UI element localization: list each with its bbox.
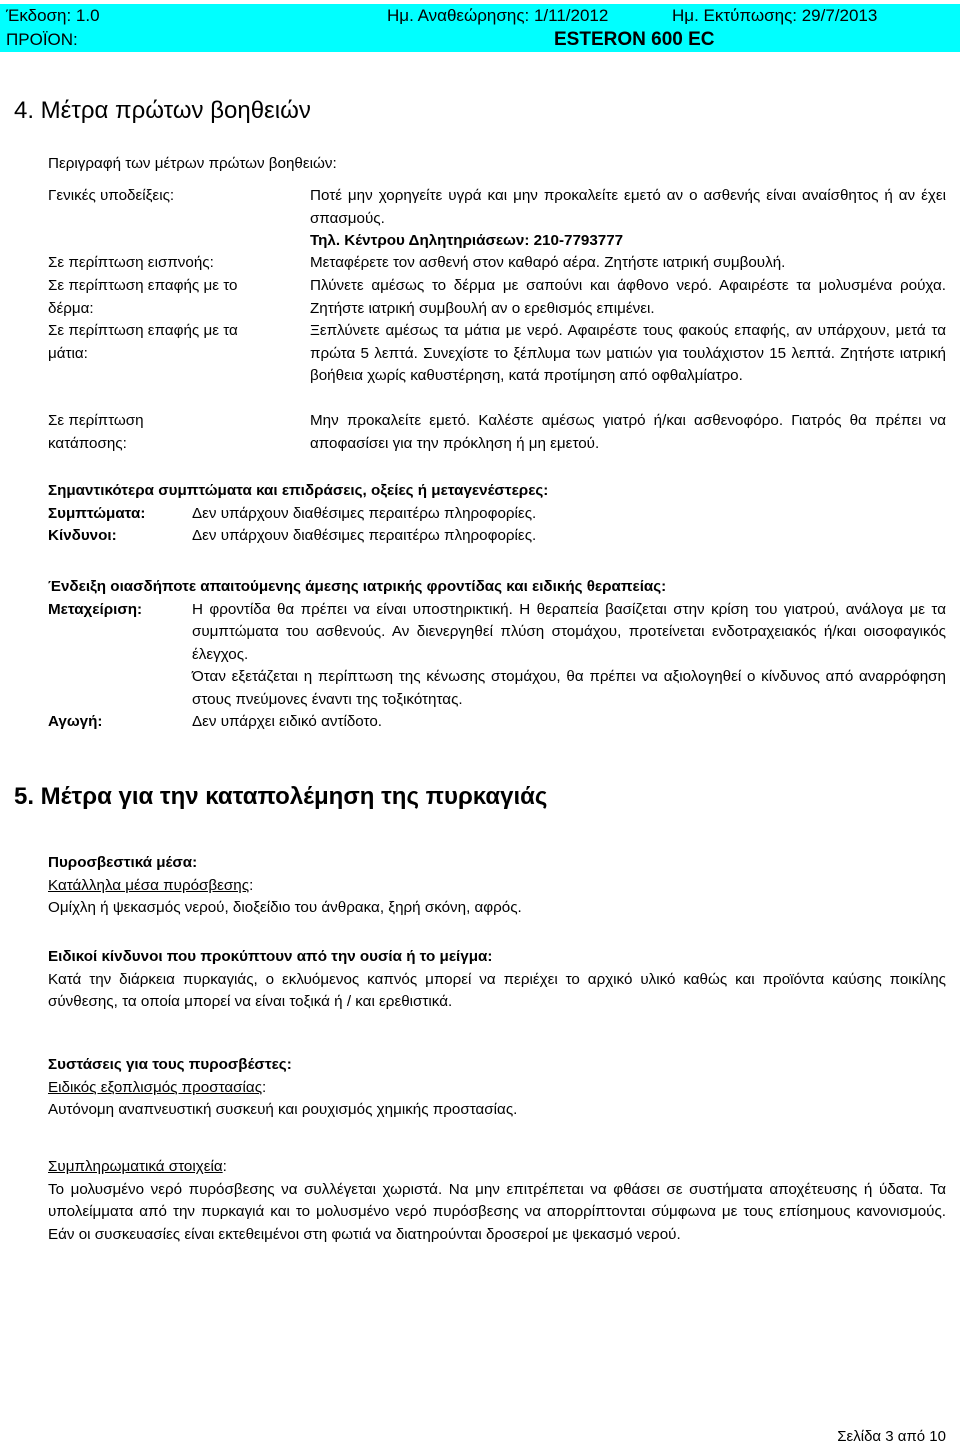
handling-text-1: Η φροντίδα θα πρέπει να είναι υποστηρικτική. Η θεραπεία βασίζεται στην κρίση του γιατρού, ανάλογα με τα συμπτώματα του ασθενούς. Αν διενεργηθεί πλύση στομάχου, προτείνεται ενδοτραχειακός ή/και οισοφαγικός έλεγχος. [192,600,946,663]
row-label: Αγωγή: [48,713,103,730]
section-5-title: 5. Μέτρα για την καταπολέμηση της πυρκαγιάς [14,783,548,810]
media-heading: Πυροσβεστικά μέσα: [48,854,198,871]
print-date: Ημ. Εκτύπωσης: 29/7/2013 [672,6,878,25]
row-text: Μην προκαλείτε εμετό. Καλέστε αμέσως γιατρό ή/και ασθενοφόρο. Γιατρός θα πρέπει να αποφασίσει για την πρόκληση ή μη εμετού. [310,412,946,452]
equipment-text: Αυτόνομη αναπνευστική συσκευή και ρουχισμός χημικής προστασίας. [48,1101,518,1118]
revision-date: Ημ. Αναθεώρησης: 1/11/2012 [387,6,609,25]
row-text: Ποτέ μην χορηγείτε υγρά και μην προκαλείτε εμετό αν ο ασθενής είναι αναίσθητος ή αν έχει σπασμούς. [310,187,946,227]
symptoms-heading: Σημαντικότερα συμπτώματα και επιδράσεις, οξείες ή μεταγενέστερες: [48,482,549,499]
row-text: Πλύνετε αμέσως το δέρμα με σαπούνι και άφθονο νερό. Αφαιρέστε τα μολυσμένα ρούχα. Ζητήστε ιατρική συμβουλή αν ο ερεθισμός επιμένει. [310,277,946,317]
row-label: Σε περίπτωση κατάποσης: [48,412,144,452]
hazards-heading: Ειδικοί κίνδυνοι που προκύπτουν από την ουσία ή το μείγμα: [48,948,493,965]
firefighter-advice: Συστάσεις για τους πυροσβέστες: Ειδικός εξοπλισμός προστασίας: Αυτόνομη αναπνευστική συσκευή και ρουχισμός χημικής προστασίας. [48,1054,946,1122]
extinguishing-media: Πυροσβεστικά μέσα: Κατάλληλα μέσα πυρόσβεσης: Ομίχλη ή ψεκασμός νερού, διοξείδιο του άνθρακα, ξηρή σκόνη, αφρός. [48,852,946,920]
header-band-product [0,28,960,52]
handling-row [48,599,946,712]
header-band-top [0,4,960,28]
row-text: Δεν υπάρχουν διαθέσιμες περαιτέρω πληροφορίες. [192,527,537,544]
poison-center-phone: Τηλ. Κέντρου Δηλητηριάσεων: 210-7793777 [310,232,624,249]
extra-text: Το μολυσμένο νερό πυρόσβεσης να συλλέγεται χωριστά. Να μην επιτρέπεται να φθάσει σε συστήματα αποχέτευσης ή ύδατα. Τα υπολείμματα από την πυρκαγιά και το μολυσμένο νερό πυρόσβεσης να απορρίπτονται σύμφωνα με τους επίσημους κανονισμούς. Εάν οι συσκευασίες είναι εκτεθειμένοι στη φωτιά να διατηρούνται δροσεροί με ψεκασμό νερού. [48,1180,946,1243]
first-aid-table [48,185,946,455]
section-4-title: 4. Μέτρα πρώτων βοηθειών [14,97,311,124]
extra-subheading: Συμπληρωματικά στοιχεία [48,1158,223,1175]
row-skin [48,275,946,320]
row-text: Δεν υπάρχει ειδικό αντίδοτο. [192,713,382,730]
row-label: Κίνδυνοι: [48,527,117,544]
row-inhalation [48,252,946,275]
first-aid-description [48,153,946,176]
row-label: Σε περίπτωση επαφής με το δέρμα: [48,277,238,317]
advice-heading: Συστάσεις για τους πυροσβέστες: [48,1056,292,1073]
row-label: Σε περίπτωση εισπνοής: [48,254,214,271]
row-text: Ξεπλύνετε αμέσως τα μάτια με νερό. Αφαιρέστε τους φακούς επαφής, αν υπάρχουν, μετά τα πρώτα 5 λεπτά. Συνεχίστε το ξέπλυμα των ματιών για τουλάχιστον 15 λεπτά. Ζητήστε ιατρική βοήθεια χωρίς καθυστέρηση, κατά προτίμηση από οφθαλμίατρο. [310,322,946,384]
symptoms-block [48,480,946,548]
care-heading: Ένδειξη οιασδήποτε απαιτούμενης άμεσης ιατρικής φροντίδας και ειδικής θεραπείας: [48,578,667,595]
product-label: ΠΡΟΪΟΝ: [6,30,78,49]
hazards-row [48,525,946,548]
hazards-text: Κατά την διάρκεια πυρκαγιάς, ο εκλυόμενος καπνός μπορεί να περιέχει το αρχικό υλικό καθώς και προϊόντα καύσης ποικίλης σύνθεσης, τα οποία μπορεί να είναι τοξικά ή / και ερεθιστικά. [48,970,946,1010]
row-label: Μεταχείριση: [48,600,143,618]
additional-info: Συμπληρωματικά στοιχεία: Το μολυσμένο νερό πυρόσβεσης να συλλέγεται χωριστά. Να μην επιτρέπεται να φθάσει σε συστήματα αποχέτευσης ή ύδατα. Τα υπολείμματα από την πυρκαγιά και το μολυσμένο νερό πυρόσβεσης να απορρίπτονται σύμφωνα με τους επίσημους κανονισμούς. Εάν οι συσκευασίες είναι εκτεθειμένοι στη φωτιά να διατηρούνται δροσεροί με ψεκασμό νερού. [48,1156,946,1246]
medical-care-block [48,576,946,734]
row-ingestion [48,410,946,455]
row-label: Συμπτώματα: [48,504,146,522]
row-label: Σε περίπτωση επαφής με τα μάτια: [48,322,238,362]
edition: Έκδοση: 1.0 [6,6,100,25]
page-number: Σελίδα 3 από 10 [837,1428,946,1445]
row-general [48,185,946,252]
equipment-subheading: Ειδικός εξοπλισμός προστασίας [48,1078,263,1096]
row-label: Γενικές υποδείξεις: [48,187,175,204]
row-eyes [48,320,946,410]
row-text: Δεν υπάρχουν διαθέσιμες περαιτέρω πληροφορίες. [192,504,537,522]
row-text: Μεταφέρετε τον ασθενή στον καθαρό αέρα. Ζητήστε ιατρική συμβουλή. [310,254,786,271]
special-hazards [48,946,946,1014]
description-heading: Περιγραφή των μέτρων πρώτων βοηθειών: [48,155,337,172]
media-text: Ομίχλη ή ψεκασμός νερού, διοξείδιο του άνθρακα, ξηρή σκόνη, αφρός. [48,899,522,916]
handling-text-2: Όταν εξετάζεται η περίπτωση της κένωσης στομάχου, θα πρέπει να αξιολογηθεί ο κίνδυνος από αναρρόφηση στους πνεύμονες έναντι της τοξικότητας. [192,668,946,708]
media-subheading: Κατάλληλα μέσα πυρόσβεσης [48,876,250,894]
treatment-row [48,711,946,734]
symptoms-row [48,503,946,526]
product-name: ESTERON 600 EC [554,29,715,50]
